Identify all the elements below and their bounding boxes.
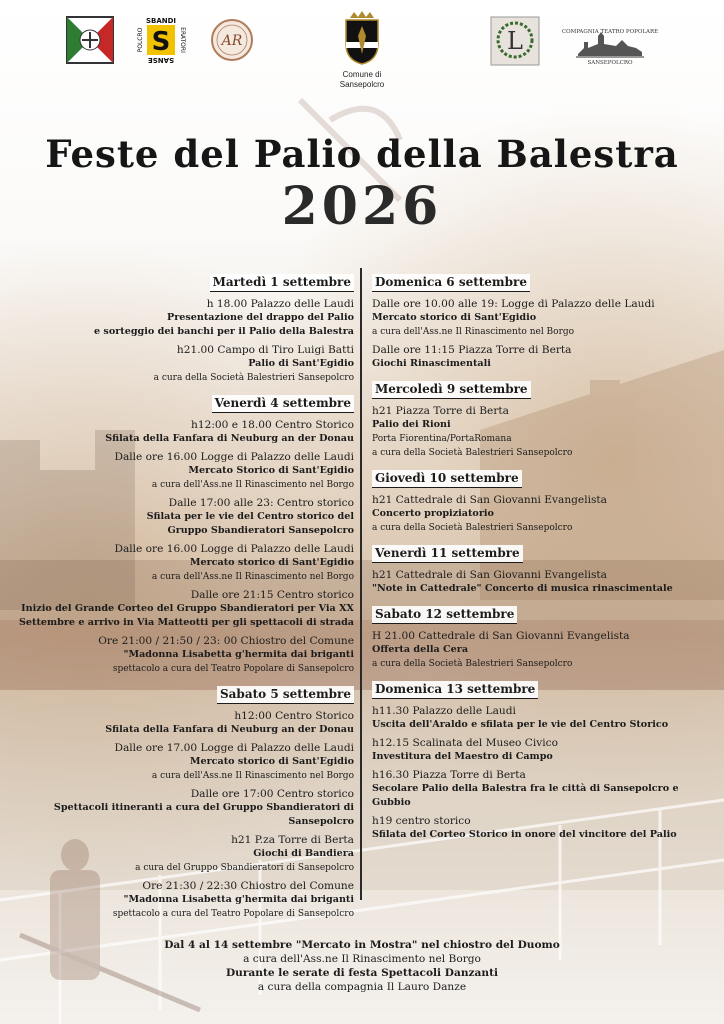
event-title: "Madonna Lisabetta g'hermita dai briganti — [123, 649, 354, 660]
event-title: Uscita dell'Araldo e sfilata per le vie del Centro Storico — [372, 719, 669, 730]
svg-text:SANSEPOLCRO: SANSEPOLCRO — [587, 60, 633, 66]
day-block — [14, 389, 354, 676]
logo-sbandieratori — [136, 14, 186, 66]
event-item — [372, 814, 712, 842]
day-heading: Domenica 13 settembre — [372, 681, 538, 699]
event-title: "Note in Cattedrale" Concerto di musica rinascimentale — [372, 583, 673, 594]
badge-crossbow-icon — [66, 16, 114, 64]
event-title: Mercato storico di Sant'Egidio — [189, 557, 354, 568]
event-time: Dalle ore 17.00 Logge di Palazzo delle Laudi — [114, 742, 354, 754]
event-organizer: spettacolo a cura del Teatro Popolare di Sansepolcro — [112, 664, 354, 674]
event-title: Presentazione del drappo del Palio e sorteggio dei banchi per il Palio della Balestra — [93, 312, 354, 337]
event-time: h21 Cattedrale di San Giovanni Evangelista — [372, 494, 607, 506]
event-item — [14, 709, 354, 737]
event-item — [14, 741, 354, 783]
event-item — [372, 704, 712, 732]
svg-text:POLCRO: POLCRO — [137, 27, 144, 53]
event-item — [14, 634, 354, 676]
day-block — [14, 268, 354, 385]
left-schedule-column — [14, 268, 354, 925]
day-heading: Sabato 12 settembre — [372, 606, 517, 624]
event-item — [14, 879, 354, 921]
event-time: h21 Cattedrale di San Giovanni Evangelista — [372, 569, 607, 581]
event-item — [372, 297, 712, 339]
svg-text:SBANDI: SBANDI — [145, 17, 177, 25]
footer-notes — [0, 938, 724, 994]
event-organizer: a cura dell'Ass.ne Il Rinascimento nel Borgo — [372, 327, 575, 337]
day-block — [372, 600, 712, 671]
event-title: Secolare Palio della Balestra fra le città di Sansepolcro e Gubbio — [372, 783, 679, 808]
event-time: h12:00 e 18.00 Centro Storico — [191, 419, 354, 431]
event-title: "Madonna Lisabetta g'hermita dai briganti — [123, 894, 354, 905]
event-title: Concerto propiziatorio — [372, 508, 494, 519]
day-block — [372, 675, 712, 842]
day-block — [14, 680, 354, 921]
event-organizer: spettacolo a cura del Teatro Popolare di Sansepolcro — [112, 909, 354, 919]
poster-year: 2026 — [281, 176, 443, 237]
event-title: Sfilata del Corteo Storico in onore del vincitore del Palio — [372, 829, 677, 840]
event-time: Dalle ore 16.00 Logge di Palazzo delle Laudi — [114, 451, 354, 463]
event-title: Mercato Storico di Sant'Egidio — [188, 465, 354, 476]
day-block — [372, 375, 712, 460]
day-heading: Martedì 1 settembre — [210, 274, 354, 292]
event-organizer: a cura della Società Balestrieri Sansepolcro — [372, 523, 573, 533]
event-title: Sfilata per le vie del Centro storico del Gruppo Sbandieratori Sansepolcro — [146, 511, 354, 536]
event-time: h11.30 Palazzo delle Laudi — [372, 705, 516, 717]
event-time: Dalle ore 10.00 alle 19: Logge di Palazzo delle Laudi — [372, 298, 655, 310]
event-organizer: a cura della Società Balestrieri Sansepolcro — [153, 373, 354, 383]
event-item — [372, 768, 712, 810]
event-time: h16.30 Piazza Torre di Berta — [372, 769, 526, 781]
event-organizer: a cura della Società Balestrieri Sansepolcro — [372, 659, 573, 669]
event-time: h21 Piazza Torre di Berta — [372, 405, 509, 417]
event-title: Investitura del Maestro di Campo — [372, 751, 553, 762]
event-time: H 21.00 Cattedrale di San Giovanni Evangelista — [372, 630, 630, 642]
day-heading: Venerdì 4 settembre — [212, 395, 354, 413]
day-block — [372, 539, 712, 596]
logo-comune — [339, 8, 385, 89]
day-block — [372, 464, 712, 535]
event-time: Dalle ore 11:15 Piazza Torre di Berta — [372, 344, 572, 356]
danze-rinascimentali-icon — [490, 16, 540, 66]
event-title: Mercato storico di Sant'Egidio — [189, 756, 354, 767]
svg-text:SANSE: SANSE — [147, 56, 175, 64]
event-time: Dalle ore 17:00 Centro storico — [190, 788, 354, 800]
event-item — [14, 343, 354, 385]
footer-line-2: a cura dell'Ass.ne Il Rinascimento nel Borgo — [243, 953, 481, 965]
event-item — [372, 493, 712, 535]
event-organizer: a cura dell'Ass.ne Il Rinascimento nel Borgo — [151, 771, 354, 781]
event-time: h 18.00 Palazzo delle Laudi — [206, 298, 354, 310]
footer-line-1: Dal 4 al 14 settembre "Mercato in Mostra" nel chiostro del Duomo — [164, 939, 560, 951]
event-title: Sfilata della Fanfara di Neuburg an der Donau — [105, 724, 354, 735]
svg-text:ERATORI: ERATORI — [179, 27, 186, 53]
event-time: h12:00 Centro Storico — [234, 710, 354, 722]
poster-title: Feste del Palio della Balestra — [45, 132, 679, 176]
event-title: Offerta della Cera — [372, 644, 469, 655]
svg-text:AR: AR — [221, 33, 243, 49]
day-heading: Giovedì 10 settembre — [372, 470, 522, 488]
footer-line-4: a cura della compagnia Il Lauro Danze — [257, 981, 467, 993]
event-item — [372, 629, 712, 671]
svg-text:S: S — [151, 27, 171, 57]
event-time: Ore 21:30 / 22:30 Chiostro del Comune — [142, 880, 354, 892]
day-heading: Mercoledì 9 settembre — [372, 381, 531, 399]
event-time: h19 centro storico — [372, 815, 471, 827]
right-schedule-column — [372, 268, 712, 846]
event-time: h12.15 Scalinata del Museo Civico — [372, 737, 558, 749]
event-organizer: a cura dell'Ass.ne Il Rinascimento nel Borgo — [151, 572, 354, 582]
footer-line-3: Durante le serate di festa Spettacoli Danzanti — [225, 967, 499, 979]
event-organizer: Porta Fiorentina/PortaRomana a cura della Società Balestrieri Sansepolcro — [372, 434, 573, 458]
event-item — [372, 343, 712, 371]
event-item — [14, 588, 354, 630]
event-title: Mercato storico di Sant'Egidio — [372, 312, 537, 323]
event-item — [14, 496, 354, 538]
event-item — [14, 542, 354, 584]
event-organizer: a cura del Gruppo Sbandieratori di Sansepolcro — [135, 863, 354, 873]
column-divider — [360, 268, 362, 900]
event-time: Dalle 17:00 alle 23: Centro storico — [168, 497, 354, 509]
logo-ar — [210, 18, 254, 62]
event-item — [14, 297, 354, 339]
svg-text:L: L — [507, 27, 523, 55]
event-item — [14, 787, 354, 829]
comune-crest-icon — [340, 8, 384, 66]
logo-bar — [0, 8, 724, 98]
event-title: Spettacoli itineranti a cura del Gruppo Sbandieratori di Sansepolcro — [53, 802, 354, 827]
event-title: Giochi di Bandiera — [253, 848, 354, 859]
event-item — [14, 450, 354, 492]
event-title: Giochi Rinascimentali — [372, 358, 491, 369]
teatro-popolare-logo-icon — [561, 26, 659, 66]
event-item — [372, 736, 712, 764]
day-heading: Venerdì 11 settembre — [372, 545, 523, 563]
event-item — [372, 568, 712, 596]
logo-teatro-popolare — [561, 26, 659, 66]
event-time: h21 P.za Torre di Berta — [231, 834, 354, 846]
ar-monogram-icon — [210, 18, 254, 62]
event-time: Dalle ore 16.00 Logge di Palazzo delle Laudi — [114, 543, 354, 555]
event-time: Ore 21:00 / 21:50 / 23: 00 Chiostro del Comune — [98, 635, 354, 647]
event-time: Dalle ore 21:15 Centro storico — [190, 589, 354, 601]
logo-danze — [490, 16, 540, 66]
day-block — [372, 268, 712, 371]
event-title: Palio dei Rioni — [372, 419, 451, 430]
event-time: h21.00 Campo di Tiro Luigi Batti — [176, 344, 354, 356]
event-item — [14, 418, 354, 446]
event-item — [372, 404, 712, 460]
logo-crossbow-badge — [66, 16, 114, 64]
sbandieratori-logo-icon — [136, 14, 186, 66]
event-title: Palio di Sant'Egidio — [248, 358, 354, 369]
event-item — [14, 833, 354, 875]
event-title: Sfilata della Fanfara di Neuburg an der Donau — [105, 433, 354, 444]
event-title: Inizio del Grande Corteo del Gruppo Sbandieratori per Via XX Settembre e arrivo in Via Matteotti per gli spettacoli di strada — [19, 603, 354, 628]
svg-text:COMPAGNIA TEATRO POPOLARE: COMPAGNIA TEATRO POPOLARE — [561, 29, 659, 35]
event-organizer: a cura dell'Ass.ne Il Rinascimento nel Borgo — [151, 480, 354, 490]
day-heading: Sabato 5 settembre — [217, 686, 354, 704]
day-heading: Domenica 6 settembre — [372, 274, 530, 292]
comune-label: Comune di Sansepolcro — [339, 70, 385, 89]
